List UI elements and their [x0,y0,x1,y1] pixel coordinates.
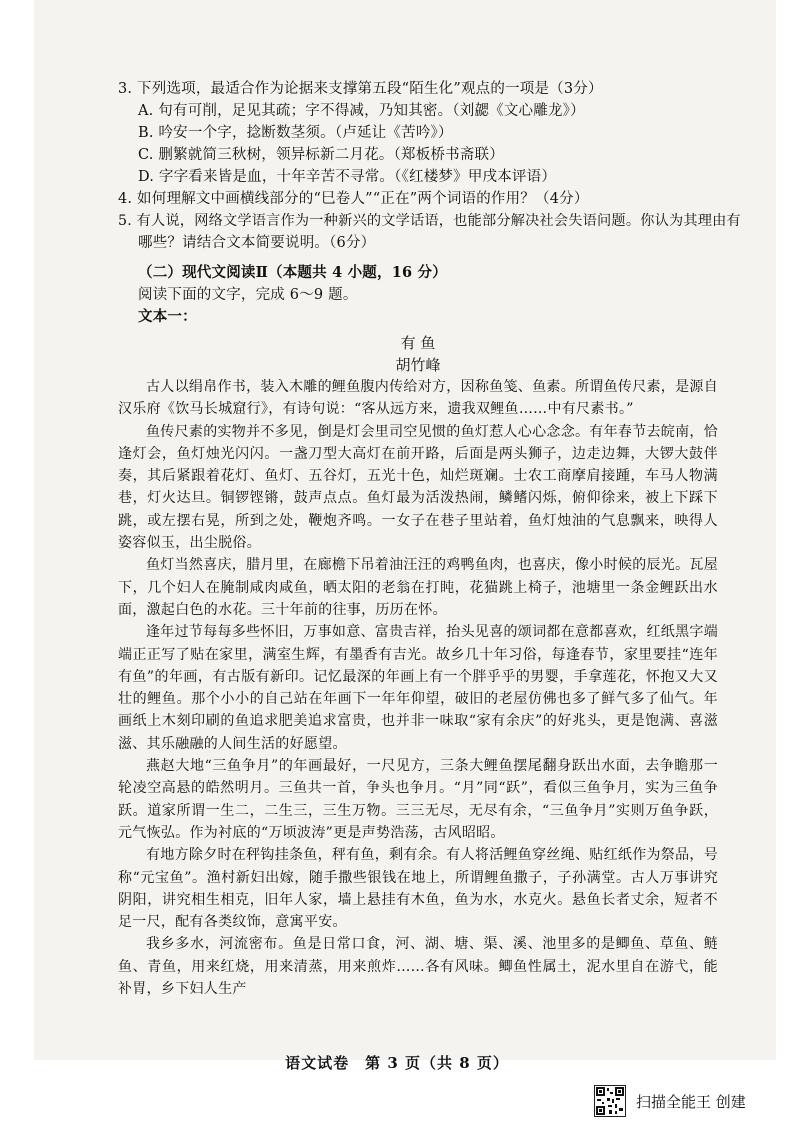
question-5-line1: 5. 有人说，网络文学语言作为一种新兴的文学话语，也能部分解决社会失语问题。你认为其理由有 [118,213,741,229]
scanner-label: 扫描全能王 创建 [636,1092,746,1111]
qr-code-icon [594,1085,626,1117]
article-paragraph: 燕赵大地“三鱼争月”的年画最好，一尺见方，三条大鲤鱼摆尾翻身跃出水面，去争瞻那一轮凌空高悬的皓然明月。三鱼共一首，争头也争月。“月”同“跃”，看似三鱼争月，实为三鱼争跃。道家所谓一生二，二生三，三生万物。三三无尽，无尽有余，“三鱼争月”实则万鱼争跃，元气恢弘。作为衬底的“万顷波涛”更是声势浩荡，古风昭昭。 [118,758,718,841]
question-3: 3. 下列选项，最适合作为论据来支撑第五段“陌生化”观点的一项是（3分） [118,81,603,97]
text-label: 文本一： [138,308,197,325]
article-author: 胡竹峰 [395,356,441,374]
option-a: A. 句有可削，足见其疏；字不得减，乃知其密。（刘勰《文心雕龙》） [138,103,585,119]
option-c: C. 删繁就简三秋树，领异标新二月花。（郑板桥书斋联） [138,147,504,163]
article-paragraph: 我乡多水，河流密布。鱼是日常口食，河、湖、塘、渠、溪、池里多的是鲫鱼、草鱼、鲢鱼、青鱼，用来红烧，用来清蒸，用来煎炸……各有风味。鲫鱼性属土，泥水里自在游弋，能补胃，乡下妇人生产 [118,936,718,998]
option-b: B. 吟安一个字，捻断数茎须。（卢延让《苦吟》） [138,125,453,141]
scanner-watermark [594,1084,784,1118]
page-content [118,78,741,1000]
page-footer: 语文试卷 第 3 页（共 8 页） [285,1054,509,1072]
article-paragraph: 古人以绢帛作书，装入木雕的鲤鱼腹内传给对方，因称鱼笺、鱼素。所谓鱼传尺素，是源自汉乐府《饮马长城窟行》，有诗句说：“客从远方来，遗我双鲤鱼……中有尺素书。” [118,379,718,418]
question-4: 4. 如何理解文中画横线部分的“巳卷人”“正在”两个词语的作用？（4分） [118,191,589,207]
option-d: D. 字字看来皆是血，十年辛苦不寻常。（《红楼梦》甲戌本评语） [138,169,557,185]
article-paragraph: 鱼传尺素的实物并不多见，倒是灯会里司空见惯的鱼灯惹人心心念念。有年春节去皖南，恰逢灯会，鱼灯烛光闪闪。一盏刀型大高灯在前开路，后面是两头狮子，边走边舞，大锣大鼓伴奏，其后紧跟着花灯、鱼灯、五谷灯，五光十色，灿烂斑斓。士农工商摩肩接踵，车马人物满巷，灯火达旦。铜锣铿锵，鼓声点点。鱼灯最为活泼热闹，鳞鳍闪烁，俯仰徐来，被上下踩下跳，或左摆右晃，所到之处，鞭炮齐鸣。一女子在巷子里站着，鱼灯烛油的气息飘来，映得人姿容似玉，出尘脱俗。 [118,423,718,552]
article-title: 有 鱼 [400,334,436,352]
article-paragraph: 有地方除夕时在秤钩挂条鱼，秤有鱼，剩有余。有人将活鲤鱼穿丝绳、贴红纸作为祭品，号称“元宝鱼”。渔村新妇出嫁，随手撒些银钱在地上，所谓鲤鱼撒子，子孙满堂。古人万事讲究阴阳，讲究相生相克，旧年人家，墙上悬挂有木鱼，鱼为水，水克火。悬鱼长者丈余，短者不足一尺，配有各类纹饰，意寓平安。 [118,847,718,931]
question-5-line2: 哪些？请结合文本简要说明。（6分） [138,235,376,251]
section-heading: （二）现代文阅读Ⅱ（本题共 4 小题，16 分） [138,264,447,281]
section-instruction: 阅读下面的文字，完成 6～9 题。 [138,287,358,303]
article-paragraph: 逢年过节每每多些怀旧，万事如意、富贵吉祥，抬头见喜的颂词都在意都喜欢，红纸黑字端端正正写了贴在家里，满室生辉，有墨香有吉光。故乡几十年习俗，每逢春节，家里要挂“连年有鱼”的年画，有古版有新印。记忆最深的年画上有一个胖乎乎的男婴，手拿莲花，怀抱又大又壮的鲤鱼。那个小小的自己站在年画下一年年仰望，破旧的老屋仿佛也多了鲜气多了仙气。年画纸上木刻印刷的鱼追求肥美追求富贵，也并非一味取“家有余庆”的好兆头，更是饱满、喜滋滋、其乐融融的人间生活的好愿望。 [118,624,718,752]
article-paragraph: 鱼灯当然喜庆，腊月里，在廊檐下吊着油汪汪的鸡鸭鱼肉，也喜庆，像小时候的辰光。瓦屋下，几个妇人在腌制咸肉咸鱼，晒太阳的老翁在打盹，花猫跳上椅子，池塘里一条金鲤跃出水面，激起白色的水花。三十年前的往事，历历在怀。 [118,557,718,618]
